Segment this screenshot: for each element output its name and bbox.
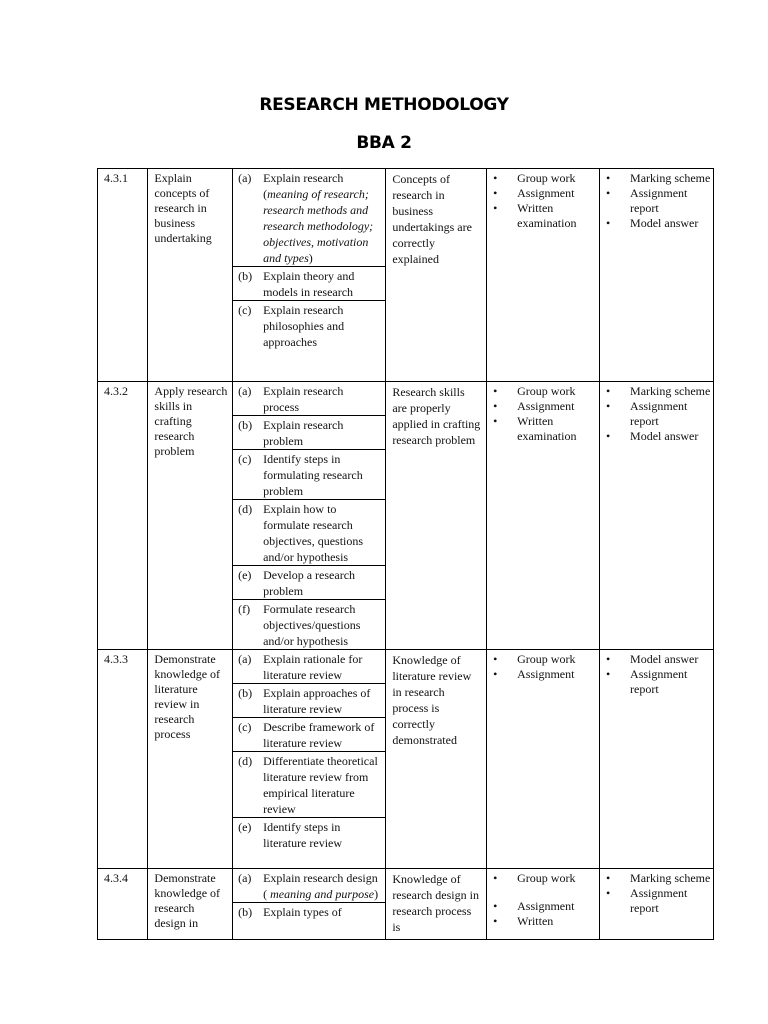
list-item: • Model answer [606, 652, 699, 666]
sub-outcome: (b) Explain approaches of literature review [233, 684, 385, 718]
sub-outcomes-cell [233, 869, 386, 940]
sub-outcome: (a) Explain research process [233, 382, 385, 416]
assessment-methods-cell [600, 650, 714, 869]
course-outline-table [97, 168, 714, 940]
sub-outcome-text: Explain research philosophies and approaches [263, 303, 345, 349]
outcome-code: 4.3.2 [98, 382, 148, 650]
sub-outcome-letter: (a) [238, 171, 252, 185]
sub-outcome: (d) Differentiate theoretical literature review from empirical literature review [233, 752, 385, 818]
delivery-methods-cell [487, 169, 600, 382]
learning-outcome: Explain concepts of research in business undertaking [148, 169, 233, 382]
outcome-code: 4.3.3 [98, 650, 148, 869]
list-item: • Written examination [493, 201, 577, 230]
list-item: • Written [493, 914, 554, 928]
page-subtitle: BBA 2 [356, 133, 412, 153]
list-item: • Assignment [493, 399, 575, 413]
delivery-methods-cell [487, 650, 600, 869]
delivery-methods-cell [487, 382, 600, 650]
list-item: • Group work [493, 871, 576, 885]
sub-outcome: (c) Identify steps in formulating research problem [233, 450, 385, 500]
list-item: • Model answer [606, 429, 699, 443]
assessment-methods-cell [600, 382, 714, 650]
sub-outcome-letter: (b) [238, 269, 253, 283]
sub-outcomes-cell [233, 169, 386, 382]
sub-outcome-letter: (c) [238, 303, 252, 317]
outcome-code: 4.3.4 [98, 869, 148, 940]
performance-criteria: Knowledge of literature review in research process is correctly demonstrated [386, 650, 487, 869]
sub-outcome [233, 169, 385, 267]
sub-outcome-text: Explain research (meaning of research; research methods and research methodology; objectives, motivation and types) [263, 171, 374, 265]
table-row [98, 169, 714, 382]
list-item: • Assignment report [606, 186, 688, 215]
sub-outcome-text: Explain theory and models in research [263, 269, 355, 299]
list-item: • Group work [493, 384, 576, 398]
sub-outcome [233, 301, 385, 350]
sub-outcome: (e) Develop a research problem [233, 566, 385, 600]
table-row [98, 869, 714, 940]
list-item: • Group work [493, 171, 576, 185]
list-item: • Assignment report [606, 399, 688, 428]
sub-outcomes-cell [233, 382, 386, 650]
sub-outcome: (a) Explain rationale for literature review [233, 650, 385, 684]
learning-outcome: Apply research skills in crafting research problem [148, 382, 233, 650]
learning-outcome: Demonstrate knowledge of research design in [148, 869, 233, 940]
list-item: • Marking scheme [606, 871, 711, 885]
sub-outcome: (a) Explain research design ( meaning and purpose) [233, 869, 385, 903]
sub-outcome: (f) Formulate research objectives/questions and/or hypothesis [238, 602, 361, 648]
list-item: • Assignment [493, 186, 575, 200]
table-row [98, 650, 714, 869]
sub-outcome: (b) Explain research problem [233, 416, 385, 450]
sub-outcome: (b) Explain types of [238, 905, 342, 919]
assessment-methods-cell [600, 869, 714, 940]
list-item: • Assignment report [606, 667, 688, 696]
list-item: • Marking scheme [606, 384, 711, 398]
delivery-methods-cell [487, 869, 600, 940]
list-item: • Model answer [606, 216, 699, 230]
list-item: • Group work [493, 652, 576, 666]
performance-criteria: Research skills are properly applied in crafting research problem [386, 382, 487, 650]
performance-criteria: Knowledge of research design in research process is [386, 869, 487, 940]
assessment-methods-cell [600, 169, 714, 382]
list-item: • Assignment [493, 667, 575, 681]
performance-criteria: Concepts of research in business undertakings are correctly explained [386, 169, 487, 382]
list-item: • Assignment [493, 899, 575, 913]
table-row [98, 382, 714, 650]
sub-outcome: (e) Identify steps in literature review [238, 820, 343, 850]
sub-outcome [233, 267, 385, 301]
sub-outcome: (d) Explain how to formulate research objectives, questions and/or hypothesis [233, 500, 385, 566]
outcome-code: 4.3.1 [98, 169, 148, 382]
list-item: • Assignment report [606, 886, 688, 915]
page-title: RESEARCH METHODOLOGY [259, 95, 509, 115]
list-item: • Written examination [493, 414, 577, 443]
list-item: • Marking scheme [606, 171, 711, 185]
sub-outcomes-cell [233, 650, 386, 869]
learning-outcome: Demonstrate knowledge of literature review in research process [148, 650, 233, 869]
sub-outcome: (c) Describe framework of literature review [233, 718, 385, 752]
